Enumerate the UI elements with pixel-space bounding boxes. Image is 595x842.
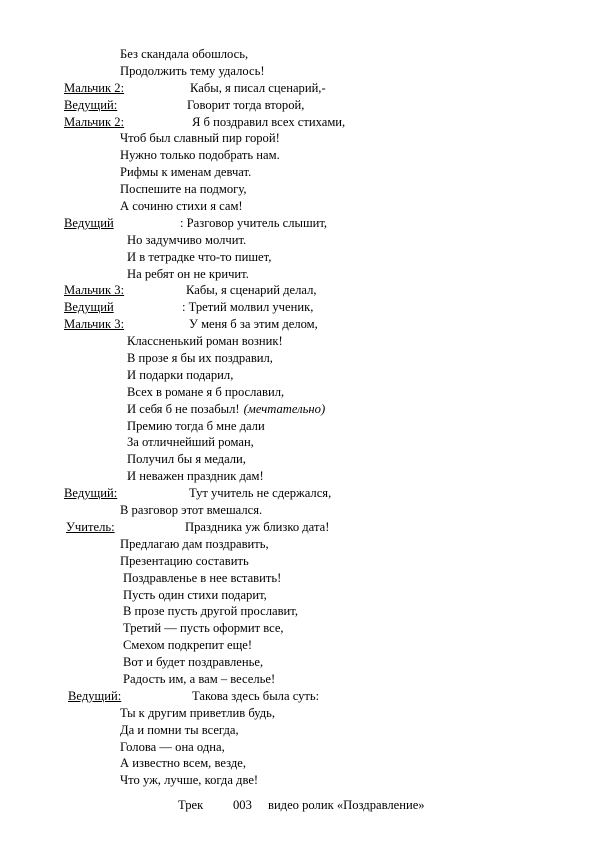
line-text (120, 705, 275, 722)
verse-text: Получил бы я медали, (127, 452, 246, 467)
line-text (127, 468, 264, 485)
verse-text: Но задумчиво молчит. (127, 232, 247, 247)
line-text (127, 384, 284, 401)
line-text (120, 553, 249, 570)
script-line (0, 266, 595, 283)
line-text (127, 434, 254, 451)
script-line (0, 553, 595, 570)
script-line (0, 418, 595, 435)
verse-text: Да и помни ты всегда, (120, 722, 239, 737)
script-line (0, 333, 595, 350)
line-text (120, 46, 248, 63)
line-text (120, 755, 246, 772)
speaker-label: Мальчик 2: (64, 114, 125, 129)
track-label: Трек (178, 798, 204, 812)
verse-text: В разговор этот вмешался. (120, 503, 263, 518)
verse-text: Третий — пусть оформит все, (123, 621, 284, 636)
script-line (0, 671, 595, 688)
line-text (127, 333, 283, 350)
speaker-label: Ведущий (64, 300, 114, 315)
verse-text: Нужно только подобрать нам. (120, 148, 280, 163)
script-line (0, 451, 595, 468)
verse-text: Поспешите на подмогу, (120, 182, 247, 197)
line-text (127, 367, 233, 384)
verse-text: Презентацию составить (120, 553, 249, 568)
script-line (0, 367, 595, 384)
script-line (0, 97, 595, 114)
verse-text: Вот и будет поздравленье, (123, 655, 264, 670)
verse-text: А известно всем, везде, (120, 756, 246, 771)
script-line (0, 755, 595, 772)
script-line (0, 620, 595, 637)
script-line (0, 722, 595, 739)
line-text (123, 671, 275, 688)
verse-text: Продолжить тему удалось! (120, 63, 265, 78)
line-text (123, 637, 252, 654)
line-text (127, 350, 273, 367)
line-text (123, 620, 284, 637)
script-line (0, 63, 595, 80)
speaker-label: Мальчик 3: (64, 317, 125, 332)
track-description: видео ролик «Поздравление» (268, 798, 425, 812)
line-text (127, 266, 249, 283)
script-line (0, 603, 595, 620)
verse-text: Смехом подкрепит еще! (123, 638, 253, 653)
track-footer (0, 796, 595, 814)
verse-text: Кабы, я сценарий делал, (186, 283, 317, 298)
stage-direction: (мечтательно) (243, 401, 326, 416)
line-text (120, 63, 265, 80)
script-line (0, 772, 595, 789)
speaker-label: Ведущий (64, 215, 114, 230)
line-text (120, 130, 280, 147)
line-text (123, 654, 263, 671)
line-text (127, 249, 271, 266)
verse-text: Кабы, я писал сценарий,- (190, 80, 326, 95)
line-text (120, 198, 243, 215)
verse-text: Тут учитель не сдержался, (189, 486, 332, 501)
verse-text: Такова здесь была суть: (192, 688, 320, 703)
line-text (187, 97, 304, 114)
script-line (0, 164, 595, 181)
line-text (192, 688, 319, 705)
verse-text: Классненький роман возник! (127, 334, 283, 349)
script-line (0, 739, 595, 756)
line-text (189, 485, 331, 502)
script-line (0, 114, 595, 131)
line-text (127, 418, 265, 435)
verse-text: На ребят он не кричит. (127, 266, 249, 281)
line-text (120, 772, 258, 789)
script-line (0, 705, 595, 722)
script-line (0, 181, 595, 198)
script-line (0, 519, 595, 536)
script-line (0, 232, 595, 249)
line-text (189, 316, 318, 333)
verse-text: Радость им, а вам – веселье! (123, 671, 276, 686)
speaker-label: Ведущий: (64, 97, 118, 112)
speaker-label: Мальчик 3: (64, 283, 125, 298)
verse-text: Предлагаю дам поздравить, (120, 536, 269, 551)
script-line (0, 468, 595, 485)
script-line (0, 654, 595, 671)
line-text (123, 587, 267, 604)
script-line (0, 299, 595, 316)
verse-text: И неважен праздник дам! (127, 469, 264, 484)
line-text (127, 232, 246, 249)
line-text (120, 181, 246, 198)
verse-text: Что уж, лучше, когда две! (120, 773, 259, 788)
verse-text: Пусть один стихи подарит, (123, 587, 267, 602)
line-text (120, 164, 251, 181)
verse-text: И в тетрадке что-то пишет, (127, 249, 272, 264)
verse-text: : Разговор учитель слышит, (180, 215, 328, 230)
verse-text: Премию тогда б мне дали (127, 418, 265, 433)
script-line (0, 485, 595, 502)
line-text (192, 114, 345, 131)
speaker-label: Учитель: (66, 519, 115, 534)
verse-text: За отличнейший роман, (127, 435, 254, 450)
script-line (0, 502, 595, 519)
script-line (0, 46, 595, 63)
verse-text: Чтоб был славный пир горой! (120, 131, 280, 146)
verse-text: Рифмы к именам девчат. (120, 165, 252, 180)
script-line (0, 401, 595, 418)
line-text (123, 570, 281, 587)
verse-text: И подарки подарил, (127, 367, 234, 382)
verse-text: Праздника уж близко дата! (185, 519, 330, 534)
script-line (0, 350, 595, 367)
line-text (182, 299, 313, 316)
script-line (0, 282, 595, 299)
line-text (127, 451, 246, 468)
line-text (180, 215, 327, 232)
verse-text: И себя б не позабыл! (127, 401, 240, 416)
line-text (185, 519, 329, 536)
verse-text: В прозе я бы их поздравил, (127, 351, 273, 366)
line-text (120, 536, 269, 553)
line-text (120, 739, 225, 756)
line-text (120, 147, 280, 164)
script-line (0, 198, 595, 215)
speaker-label: Ведущий: (68, 688, 122, 703)
line-text (120, 502, 262, 519)
line-text (190, 80, 326, 97)
line-text (120, 722, 239, 739)
speaker-label: Ведущий: (64, 486, 118, 501)
line-text (123, 603, 298, 620)
verse-text: Я б поздравил всех стихами, (192, 114, 346, 129)
script-line (0, 80, 595, 97)
verse-text: Ты к другим приветлив будь, (120, 705, 276, 720)
script-line (0, 536, 595, 553)
script-line (0, 147, 595, 164)
script-line (0, 316, 595, 333)
verse-text: : Третий молвил ученик, (182, 300, 314, 315)
script-line (0, 570, 595, 587)
line-text (127, 401, 325, 418)
line-text (186, 282, 317, 299)
script-line (0, 688, 595, 705)
script-line (0, 215, 595, 232)
script-line (0, 384, 595, 401)
verse-text: Голова — она одна, (120, 739, 225, 754)
verse-text: У меня б за этим делом, (189, 317, 318, 332)
verse-text: Без скандала обошлось, (120, 47, 249, 61)
speaker-label: Мальчик 2: (64, 80, 125, 95)
verse-text: А сочиню стихи я сам! (120, 199, 243, 214)
script-text (0, 46, 595, 789)
verse-text: В прозе пусть другой прославит, (123, 604, 298, 619)
verse-text: Говорит тогда второй, (187, 97, 305, 112)
script-line (0, 130, 595, 147)
verse-text: Всех в романе я б прославил, (127, 384, 285, 399)
script-line (0, 249, 595, 266)
script-line (0, 587, 595, 604)
verse-text: Поздравленье в нее вставить! (123, 570, 282, 585)
script-line (0, 637, 595, 654)
track-number: 003 (233, 798, 252, 812)
script-line (0, 434, 595, 451)
